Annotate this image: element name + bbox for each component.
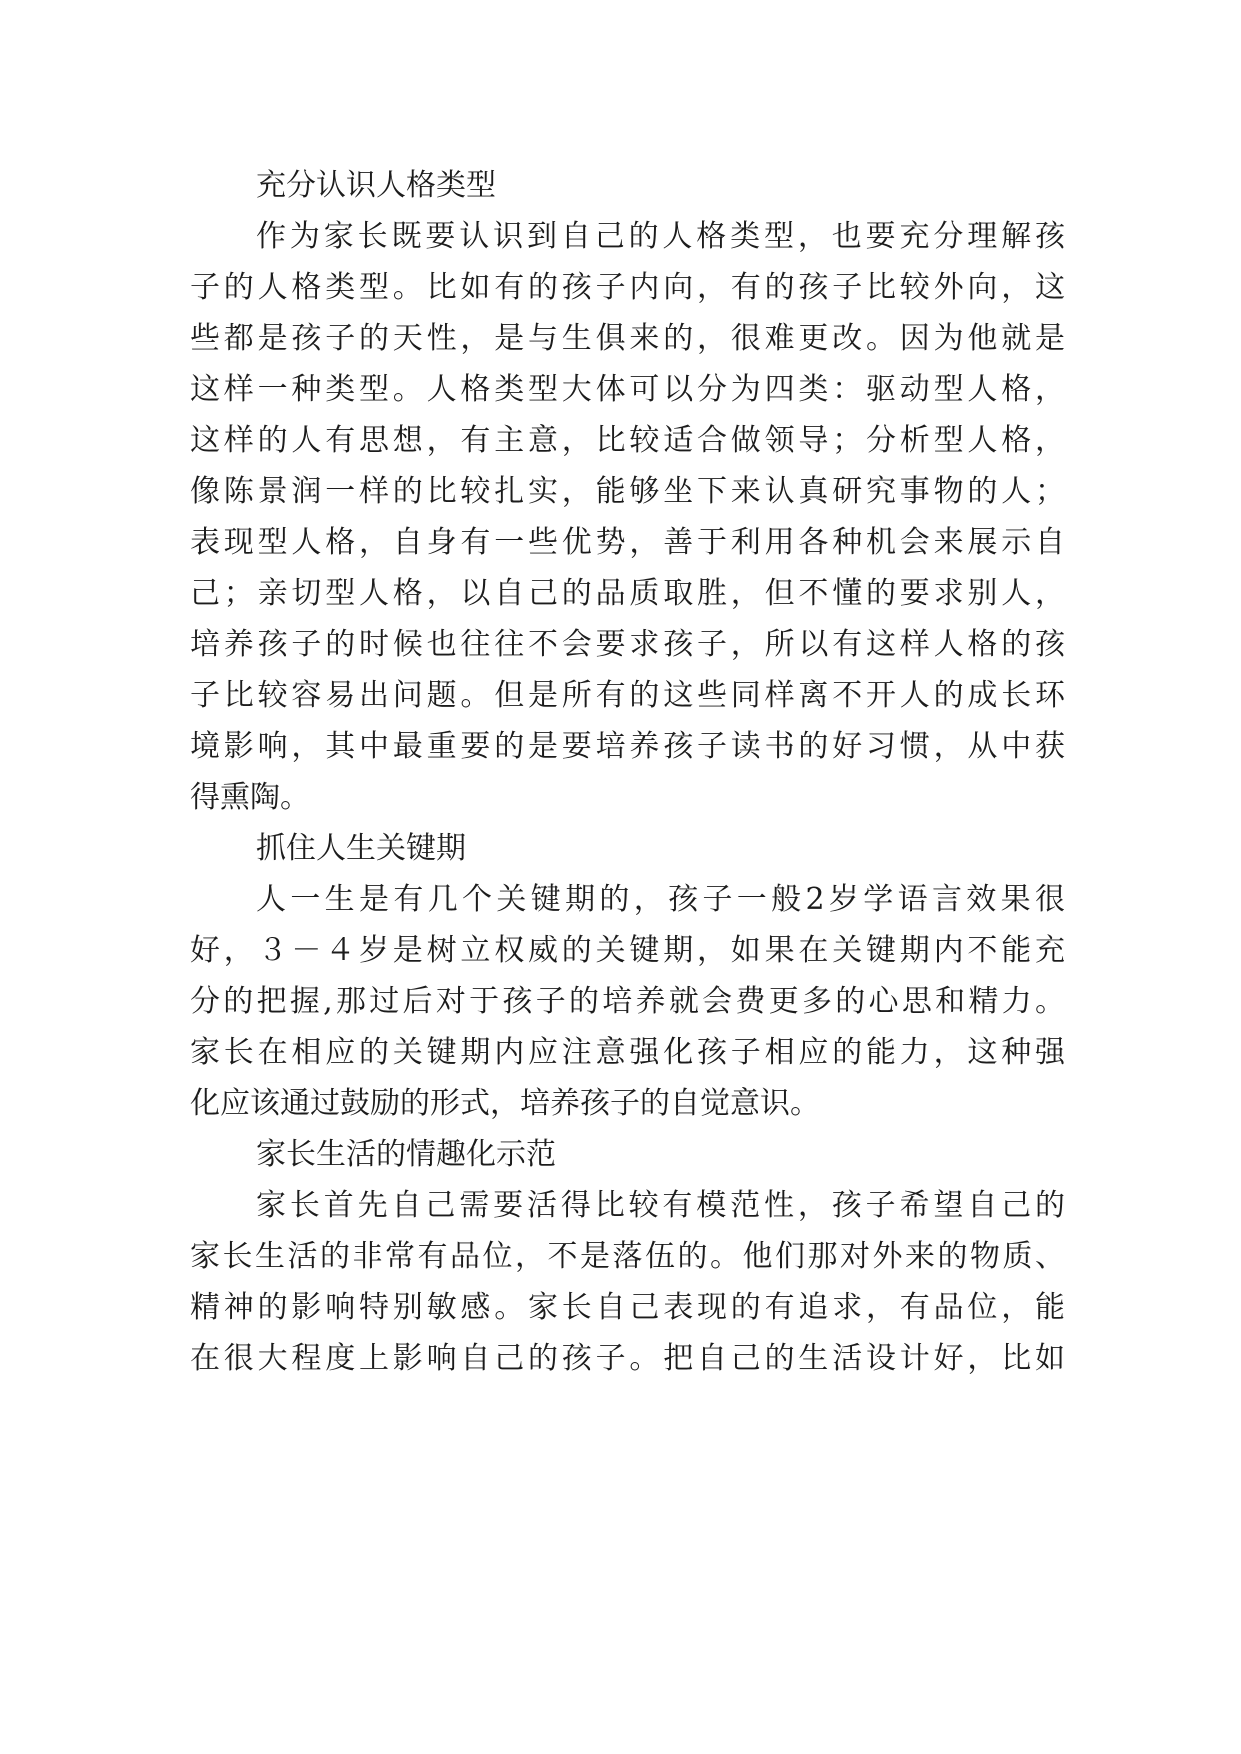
text-line: 子比较容易出问题。但是所有的这些同样离不开人的成长环 xyxy=(190,678,1065,713)
text-line: 境影响，其中最重要的是要培养孩子读书的好习惯，从中获 xyxy=(190,729,1065,764)
text-line: 分的把握,那过后对于孩子的培养就会费更多的心思和精力。 xyxy=(190,984,1065,1019)
document-page xyxy=(190,160,1065,1384)
text-line: 这样的人有思想，有主意，比较适合做领导；分析型人格， xyxy=(190,423,1065,458)
text-line: 像陈景润一样的比较扎实，能够坐下来认真研究事物的人； xyxy=(190,474,1065,509)
text-line: 培养孩子的时候也往往不会要求孩子，所以有这样人格的孩 xyxy=(190,627,1065,662)
text-line: 表现型人格，自身有一些优势，善于利用各种机会来展示自 xyxy=(190,525,1065,560)
text-line: 些都是孩子的天性，是与生俱来的，很难更改。因为他就是 xyxy=(190,321,1065,356)
text-line: 这样一种类型。人格类型大体可以分为四类：驱动型人格， xyxy=(190,372,1065,407)
text-line: 精神的影响特别敏感。家长自己表现的有追求，有品位，能 xyxy=(190,1290,1065,1325)
paragraph xyxy=(190,874,1065,1129)
text-line: 化应该通过鼓励的形式，培养孩子的自觉意识。 xyxy=(190,1086,820,1121)
text-line: 作为家长既要认识到自己的人格类型，也要充分理解孩 xyxy=(256,219,1065,254)
text-line: 得熏陶。 xyxy=(190,780,310,815)
text-line: 己；亲切型人格，以自己的品质取胜，但不懂的要求别人， xyxy=(190,576,1065,611)
text-line: 在很大程度上影响自己的孩子。把自己的生活设计好，比如 xyxy=(190,1341,1065,1376)
text-line: 人一生是有几个关键期的，孩子一般2岁学语言效果很 xyxy=(256,882,1065,917)
text-line: 子的人格类型。比如有的孩子内向，有的孩子比较外向，这 xyxy=(190,270,1065,305)
text-line: 家长在相应的关键期内应注意强化孩子相应的能力，这种强 xyxy=(190,1035,1065,1070)
text-line: 好，３－４岁是树立权威的关键期，如果在关键期内不能充 xyxy=(190,933,1065,968)
section-heading: 抓住人生关键期 xyxy=(256,831,466,866)
section-heading: 家长生活的情趣化示范 xyxy=(256,1137,556,1172)
paragraph xyxy=(190,211,1065,823)
text-line: 家长首先自己需要活得比较有模范性，孩子希望自己的 xyxy=(256,1188,1065,1223)
section-heading: 充分认识人格类型 xyxy=(256,168,496,203)
text-line: 家长生活的非常有品位，不是落伍的。他们那对外来的物质、 xyxy=(190,1239,1065,1274)
paragraph xyxy=(190,1180,1065,1384)
